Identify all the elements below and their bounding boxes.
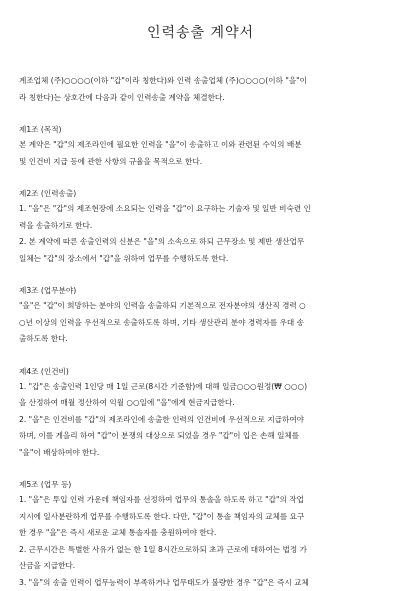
article-line: 3. "을"의 송출 인력이 업무능력이 부족하거나 업무태도가 불량한 경우 "갑"은 즉시 교체 <box>19 575 382 591</box>
article-4 <box>19 364 382 462</box>
article-line: 본 계약은 "갑"의 제조라인에 필요한 인력을 "을"이 송출하고 이와 관련된 수익의 배분 <box>19 137 382 154</box>
article-5 <box>19 477 382 591</box>
article-line: 1. "을"은 투입 인력 가운데 책임자를 선정하여 업무의 통솔을 하도록 하고 "갑"의 작업 <box>19 492 382 509</box>
article-heading: 제3조 (업무분야) <box>19 283 382 298</box>
article-body <box>19 137 382 170</box>
article-line: "을"이 배상하여야 한다. <box>19 445 382 462</box>
article-1 <box>19 122 382 170</box>
article-line: 하며, 이를 게을리 하여 "갑"이 분쟁의 대상으로 되었을 경우 "갑"이 입은 손해 일체를 <box>19 428 382 445</box>
article-line: 을 산정하여 매월 정산하여 익월 ○○일에 "을"에게 현금지급한다. <box>19 395 382 412</box>
article-line: 1. "을"은 "갑"의 제조현장에 소요되는 인력을 "갑"이 요구하는 기술자 및 일반 비숙련 인 <box>19 201 382 218</box>
article-line: 력을 송출하기로 한다. <box>19 218 382 235</box>
article-line: "을"은 "갑"이 희망하는 분야의 인력을 송출하되 기본적으로 전자분야의 생산직 경력 ○ <box>19 298 382 315</box>
article-body <box>19 298 382 348</box>
article-line: 2. 본 계약에 따른 송출인력의 신분은 "을"의 소속으로 하되 근무장소 및 제반 생산업무 <box>19 234 382 251</box>
article-line: 일체는 "갑"의 장소에서 "갑"을 위하여 업무를 수행하도록 한다. <box>19 251 382 268</box>
intro-paragraph <box>19 73 382 106</box>
article-heading: 제2조 (인력송출) <box>19 186 382 201</box>
article-heading: 제1조 (목적) <box>19 122 382 137</box>
article-line: 출하도록 한다. <box>19 331 382 348</box>
article-heading: 제4조 (인건비) <box>19 364 382 379</box>
article-line: 한 경우 "을"은 즉시 새로운 교체 통솔자를 충원하여야 한다. <box>19 525 382 542</box>
article-line: 지시에 일사분란하게 업무를 수행하도록 한다. 다만, "갑"이 통솔 책임자의 교체를 요구 <box>19 509 382 526</box>
article-line: 산금을 지급한다. <box>19 558 382 575</box>
article-line: 1. "갑"은 송출인력 1인당 매 1일 근로(8시간 기준함)에 대해 일금○○○원정(₩ ○○○) <box>19 379 382 396</box>
article-line: 2. 근무시간은 특별한 사유가 없는 한 1일 8시간으로하되 초과 근로에 대하여는 법정 가 <box>19 542 382 559</box>
article-body <box>19 492 382 591</box>
article-body <box>19 201 382 267</box>
intro-line: 라 칭한다)는 상호간에 다음과 같이 인력송출 계약을 체결한다. <box>19 90 382 107</box>
article-body <box>19 379 382 462</box>
article-3 <box>19 283 382 348</box>
document-title: 인력송출 계약서 <box>19 22 382 42</box>
article-line: 2. "을"은 인건비를 "갑"의 제조라인에 송출한 인력의 인건비에 우선적으로 지급하여야 <box>19 412 382 429</box>
article-2 <box>19 186 382 267</box>
article-line: 및 인건비 지급 등에 관한 사항의 규율을 목적으로 한다. <box>19 154 382 171</box>
intro-line: 계조업체 (주)○○○○(이하 "갑"이라 칭한다)와 인력 송출업체 (주)○○○○(이하 "을"이 <box>19 73 382 90</box>
article-heading: 제5조 (업무 등) <box>19 477 382 492</box>
article-line: ○년 이상의 인력을 우선적으로 송출하도록 하며, 기타 생산관리 분야 경력자를 우대 송 <box>19 315 382 332</box>
